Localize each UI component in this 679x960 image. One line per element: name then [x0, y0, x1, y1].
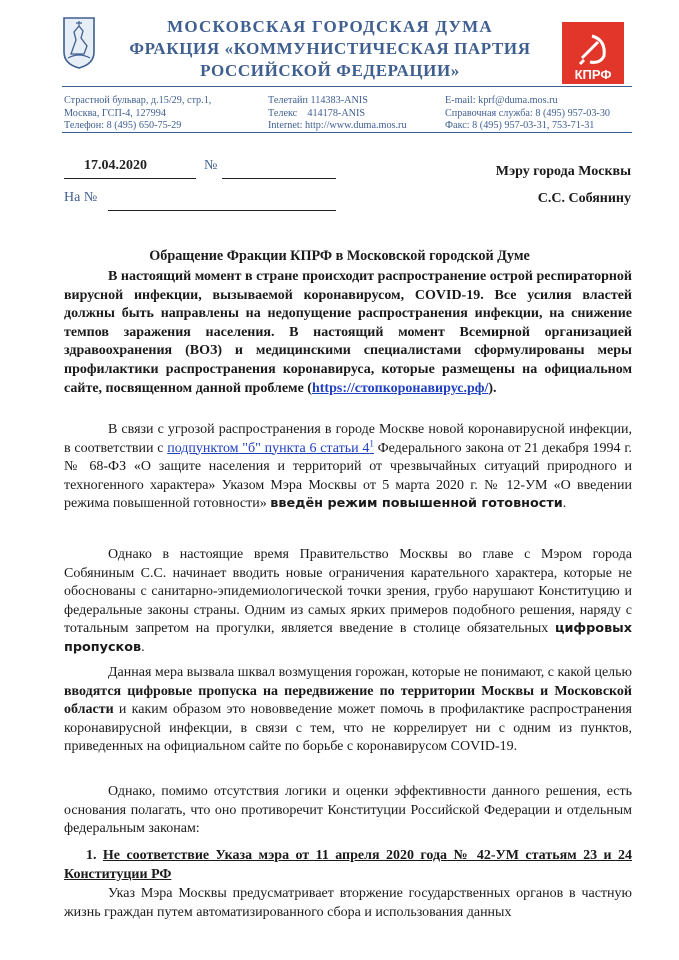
law-reference-sup: 1	[369, 437, 374, 448]
paragraph-3-bold: цифровых пропусков	[64, 621, 632, 655]
contact-line: Факс: 8 (495) 957-03-31, 753-71-31	[445, 120, 595, 131]
in-reply-label: На №	[64, 190, 98, 205]
law-reference-text: подпунктом "б" пункта 6 статьи 4	[167, 440, 370, 456]
paragraph-4-bold: вводятся цифровые пропуска на передвижение по территории Москвы и Московской области	[64, 683, 632, 718]
moscow-coat-of-arms-icon	[62, 16, 96, 70]
kprf-logo-icon	[562, 22, 624, 84]
kprf-logo-text: КПРФ	[574, 67, 612, 82]
addressee-block	[496, 158, 631, 212]
letterhead-line-2: ФРАКЦИЯ «КОММУНИСТИЧЕСКАЯ ПАРТИЯ	[129, 39, 531, 58]
paragraph-5	[64, 783, 632, 839]
addressee-line-1: Мэру города Москвы	[495, 164, 631, 179]
contact-line: Москва, ГСП-4, 127994	[64, 107, 166, 119]
paragraph-4-text-a: Данная мера вызвала шквал возмущения горожан, которые не понимают, с какой целью	[108, 665, 632, 680]
letterhead-line-1: МОСКОВСКАЯ ГОРОДСКАЯ ДУМА	[167, 17, 493, 36]
paragraph-3	[64, 546, 632, 658]
contact-line: Internet: http://www.duma.mos.ru	[268, 120, 407, 131]
paragraph-2-end: .	[562, 496, 567, 512]
contacts-email	[445, 95, 610, 133]
contacts-teletype	[268, 95, 407, 133]
paragraph-1-text: В настоящий момент в стране происходит распространение острой респираторной вирусной инфекции, вызываемой коронавирусом, COVID-19. Все усилия властей должны быть направлены на недопущение распространения инфекции, на снижение темпов заражения населения. В настоящий момент Всемирной организацией здравоохранения (ВОЗ) и медицинскими специалистами сформулированы меры профилактики распространения коронавируса, которые размещены на официальном сайте, посвященном данной проблеме (	[64, 269, 632, 396]
contact-line: Телетайп 114383-ANIS	[268, 95, 368, 106]
number-underline	[222, 178, 336, 179]
header-rule-bottom	[62, 132, 632, 133]
in-reply-underline	[108, 210, 336, 211]
contact-line: Страстной бульвар, д.15/29, стр.1,	[64, 95, 212, 106]
contacts-address	[64, 95, 211, 133]
paragraph-4-text-b: и каким образом это нововведение может помочь в профилактике распространения коронавирусной инфекции, в связи с тем, что не коррелирует ни с одним из пунктов, приведенных на официальном сайте по борьбе с коронавирусом COVID-19.	[64, 702, 632, 755]
contact-line: Справочная служба: 8 (495) 957-03-30	[445, 107, 611, 119]
document-title: Обращение Фракции КПРФ в Московской городской Думе	[149, 248, 530, 264]
paragraph-3-text: Однако в настоящие время Правительство Москвы во главе с Мэром города Собяниным С.С. начинает вводить новые ограничения карательного характера, которые не обоснованы с санитарно-эпидемиологической точки зрения, грубо нарушают Конституцию и федеральные законы страны. Одним из самых ярких примеров подобного решения, наряду с тотальным запретом на прогулки, является введение в столице обязательных	[64, 547, 632, 637]
paragraph-2-bold: введён режим повышенной готовности	[270, 496, 563, 512]
paragraph-1	[64, 268, 632, 398]
paragraph-6	[64, 885, 632, 922]
contact-line: E-mail: kprf@duma.mos.ru	[445, 95, 558, 106]
paragraph-5-text: Однако, помимо отсутствия логики и оценки эффективности данного решения, есть основания полагать, что оно противоречит Конституции Российской Федерации и отдельным федеральным законам:	[64, 784, 632, 837]
law-reference-link[interactable]	[167, 437, 374, 456]
paragraph-4	[64, 664, 632, 757]
list-item-number: 1.	[86, 848, 97, 863]
letterhead-title	[120, 16, 540, 82]
paragraph-2-text-b: Федерального закона от 21 декабря 1994 г. № 68-ФЗ «О защите населения и территорий от чрезвычайных ситуаций природного и техногенного характера» Указом Мэра Москвы от 5 марта 2020 г. № 12-УМ «О введении режима повышенной готовности»	[64, 440, 632, 512]
contact-line: Телекс 414178-ANIS	[268, 107, 366, 119]
contact-line: Телефон: 8 (495) 650-75-29	[64, 120, 182, 131]
header-rule-top	[62, 86, 632, 87]
letterhead-line-3: РОССИЙСКОЙ ФЕДЕРАЦИИ»	[200, 61, 460, 80]
paragraph-2-text-a: В связи с угрозой распространения в городе Москве новой коронавирусной инфекции, в соответствии с	[64, 422, 632, 456]
date-underline	[64, 178, 196, 179]
paragraph-6-text: Указ Мэра Москвы предусматривает вторжение государственных органов в частную жизнь граждан путем автоматизированного сбора и использования данных	[64, 886, 632, 920]
paragraph-1-end: ).	[488, 380, 497, 396]
paragraph-3-end: .	[141, 639, 145, 655]
list-item-heading: Не соответствие Указа мэра от 11 апреля 2020 года № 42-УМ статьям 23 и 24 Конституции РФ	[64, 848, 633, 882]
stopcoronavirus-link[interactable]: https://стопкоронавирус.рф/	[311, 380, 489, 396]
number-sign: №	[204, 158, 218, 173]
addressee-line-2: С.С. Собянину	[537, 191, 631, 206]
document-date: 17.04.2020	[84, 158, 147, 173]
list-item-1	[64, 847, 632, 884]
paragraph-2	[64, 421, 632, 514]
